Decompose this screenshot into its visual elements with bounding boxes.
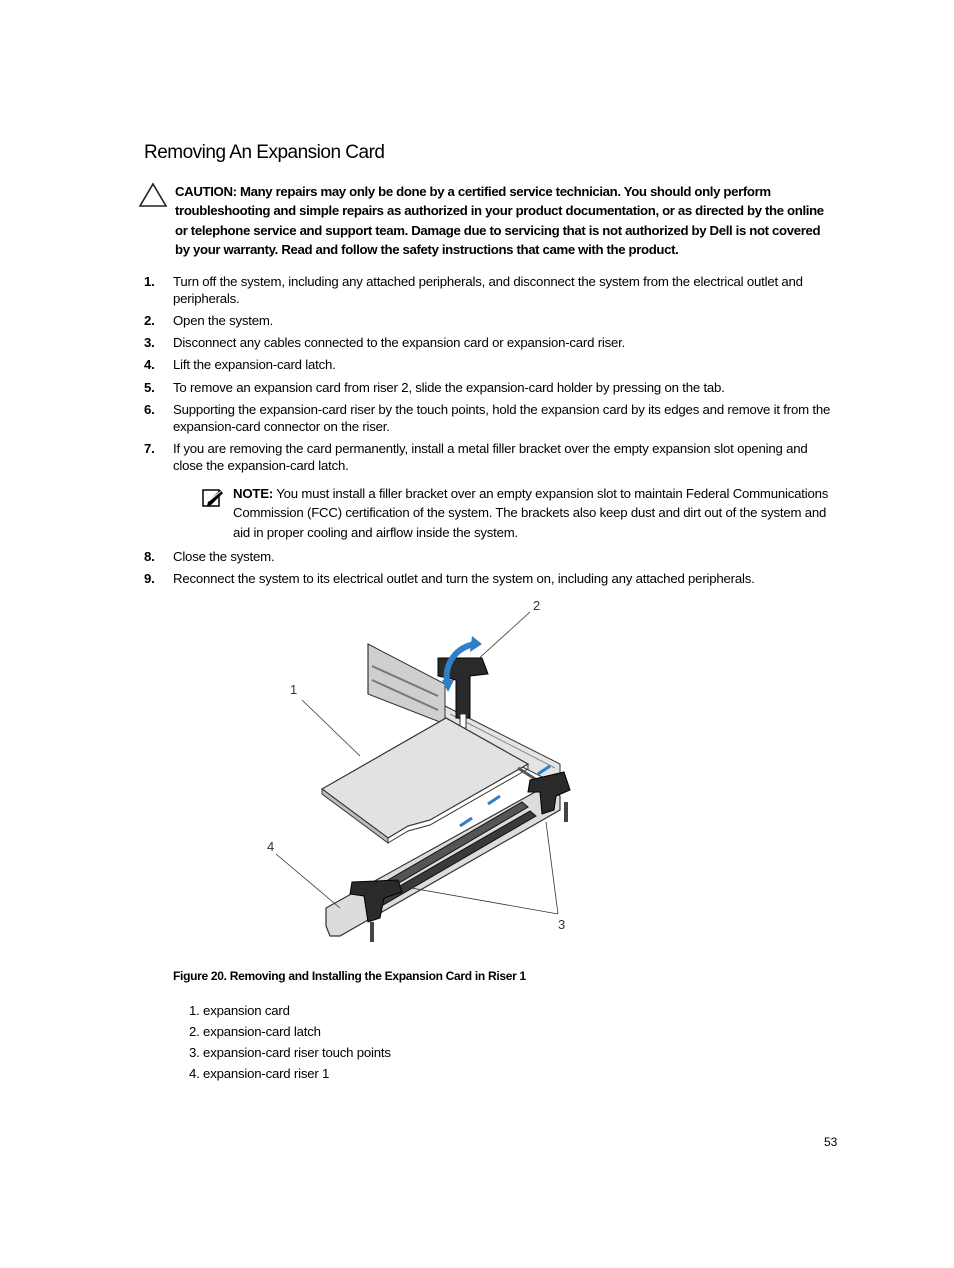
- step-7: [144, 440, 838, 542]
- callout-1: 1: [290, 682, 298, 697]
- step-text: Disconnect any cables connected to the expansion card or expansion-card riser.: [173, 335, 626, 350]
- step-text: Close the system.: [173, 549, 275, 565]
- figure-caption: Figure 20. Removing and Installing the Expansion Card in Riser 1: [173, 969, 526, 983]
- legend-item: 4. expansion-card riser 1: [189, 1066, 330, 1081]
- step-number: 2.: [144, 313, 155, 328]
- warning-triangle-icon: [138, 182, 168, 208]
- step-number: 4.: [144, 357, 155, 372]
- step-number: 9.: [144, 571, 155, 587]
- legend-item: 2. expansion-card latch: [189, 1024, 321, 1039]
- note-label: NOTE:: [233, 486, 274, 501]
- step-number: 8.: [144, 549, 155, 565]
- callout-2: 2: [533, 598, 541, 613]
- step-4: [144, 356, 838, 373]
- step-2: [144, 312, 838, 329]
- step-1: [144, 273, 838, 307]
- step-3: [144, 334, 838, 351]
- callout-4: 4: [267, 839, 275, 854]
- step-text: Open the system.: [173, 313, 274, 328]
- page-title: Removing An Expansion Card: [144, 142, 385, 163]
- pencil-note-icon: [202, 487, 224, 507]
- step-text: If you are removing the card permanently, install a metal filler bracket over the empty expansion slot opening and close the expansion-card latch.: [173, 441, 808, 473]
- step-5: [144, 379, 838, 396]
- legend-item: 3. expansion-card riser touch points: [189, 1045, 391, 1060]
- caution-text: CAUTION: Many repairs may only be done by a certified service technician. You should only perform troubleshooting and simple repairs as authorized in your product documentation, or as directed by the online or telephone service and support team. Damage due to servicing that is not authorized by Dell is not covered by your warranty. Read and follow the safety instructions that came with the product.: [175, 184, 824, 258]
- step-9: [144, 570, 838, 587]
- expansion-card-illustration: [260, 596, 590, 951]
- note-callout: [202, 484, 838, 542]
- step-6: [144, 401, 838, 435]
- step-text: Lift the expansion-card latch.: [173, 357, 336, 372]
- step-text: Reconnect the system to its electrical outlet and turn the system on, including any attached peripherals.: [173, 571, 755, 587]
- step-number: 3.: [144, 335, 155, 350]
- step-8: [144, 548, 838, 565]
- step-number: 6.: [144, 402, 155, 417]
- step-text: Supporting the expansion-card riser by the touch points, hold the expansion card by its edges and remove it from the expansion-card connector on the riser.: [173, 402, 831, 434]
- procedure-steps: [144, 273, 838, 587]
- step-number: 7.: [144, 441, 155, 456]
- step-number: 1.: [144, 274, 155, 289]
- step-text: Turn off the system, including any attached peripherals, and disconnect the system from the electrical outlet and peripherals.: [173, 274, 803, 306]
- figure-legend: [189, 1000, 391, 1084]
- legend-item: 1. expansion card: [189, 1003, 290, 1018]
- step-number: 5.: [144, 380, 155, 395]
- callout-3: 3: [558, 917, 566, 932]
- page-number: 53: [824, 1135, 838, 1149]
- step-text: To remove an expansion card from riser 2, slide the expansion-card holder by pressing on the tab.: [173, 380, 725, 395]
- note-text: You must install a filler bracket over an empty expansion slot to maintain Federal Communications Commission (FCC) certification of the system. The brackets also keep dust and dirt out of the system and aid in proper cooling and airflow inside the system.: [233, 486, 829, 540]
